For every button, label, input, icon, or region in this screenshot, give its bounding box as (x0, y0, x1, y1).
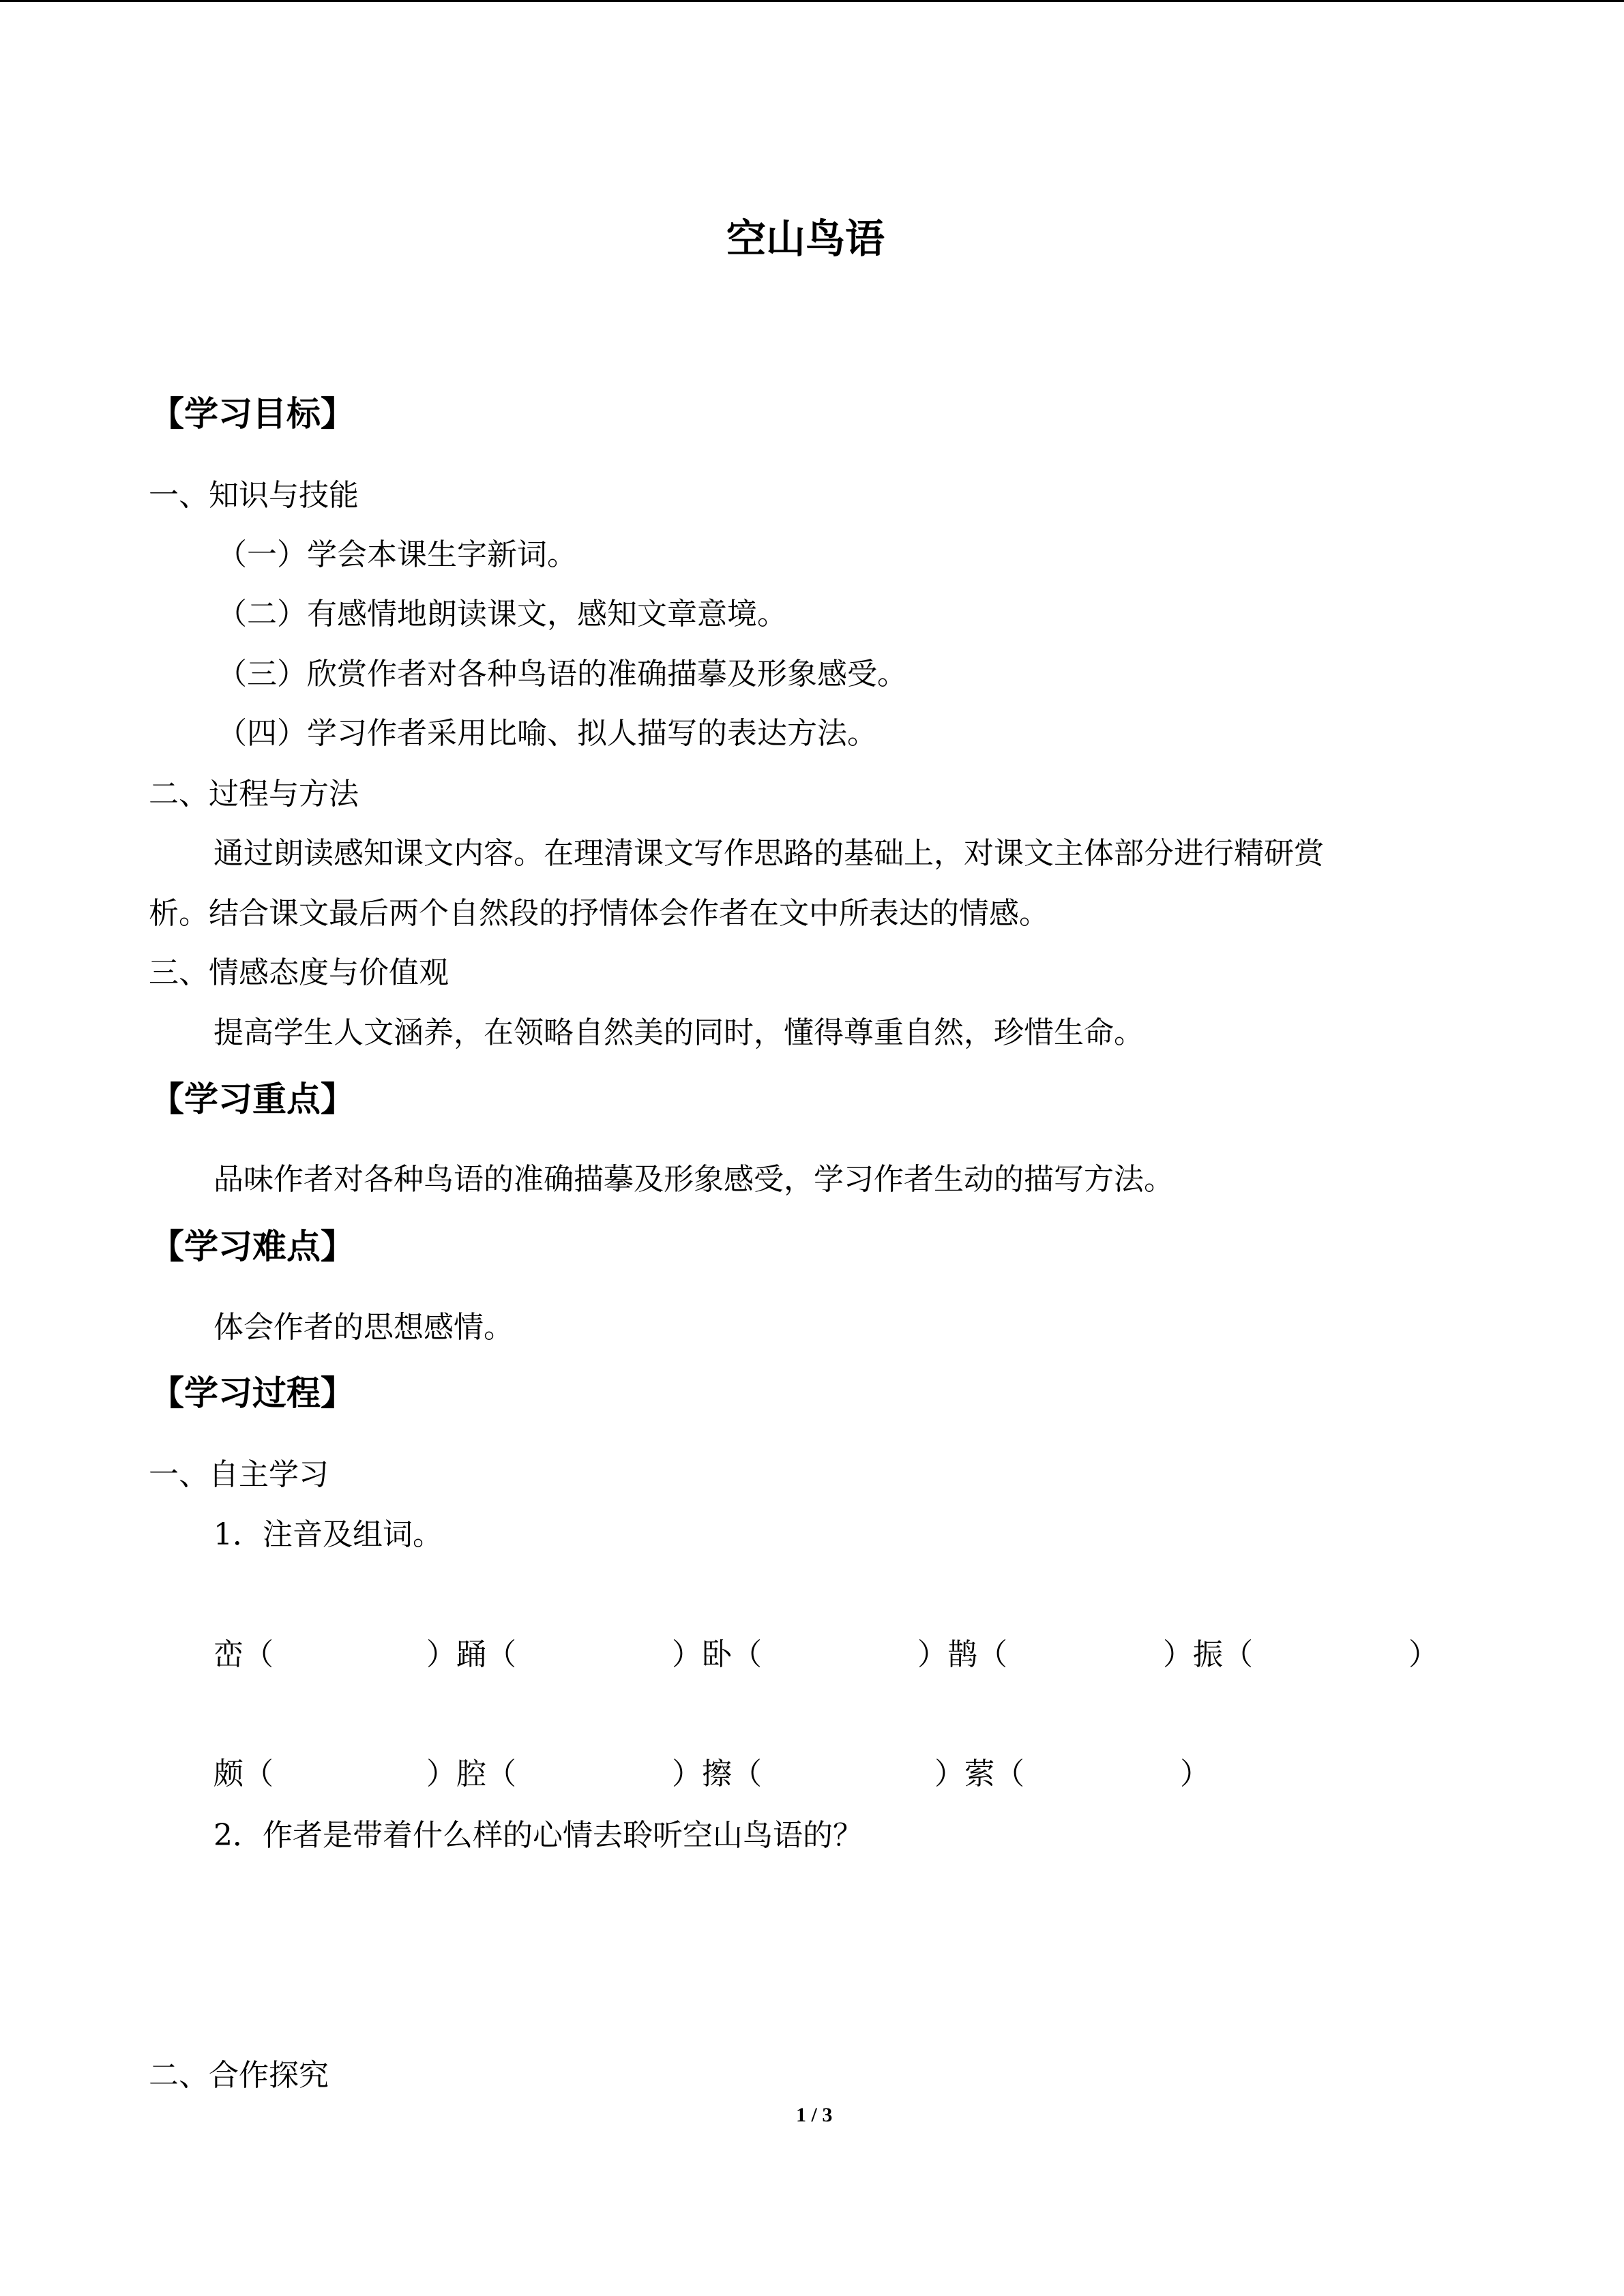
key-points-text: 品味作者对各种鸟语的准确描摹及形象感受，学习作者生动的描写方法。 (213, 1162, 1174, 1197)
pinyin-blank: ）鹊（ (917, 1637, 1007, 1672)
goal2-heading: 二、过程与方法 (149, 777, 359, 811)
cooperative-inquiry-heading: 二、合作探究 (149, 2058, 329, 2093)
page-number: 1 / 3 (796, 2104, 833, 2126)
goal1-item: （二）有感情地朗读课文，感知文章意境。 (217, 597, 787, 631)
pinyin-blank: ）振（ (1163, 1637, 1253, 1672)
pinyin-blank: ）踊（ (426, 1637, 516, 1672)
question-2: 2．作者是带着什么样的心情去聆听空山鸟语的？ (213, 1818, 863, 1853)
goal2-paragraph-line2: 析。结合课文最后两个自然段的抒情体会作者在文中所表达的情感。 (149, 896, 1049, 931)
page-title: 空山鸟语 (726, 215, 885, 262)
goal2-paragraph-line1: 通过朗读感知课文内容。在理清课文写作思路的基础上，对课文主体部分进行精研赏 (213, 836, 1324, 871)
pinyin-blank: ）腔（ (426, 1757, 516, 1791)
goal3-heading: 三、情感态度与价值观 (149, 955, 449, 990)
goal3-paragraph: 提高学生人文涵养，在领略自然美的同时，懂得尊重自然，珍惜生命。 (213, 1015, 1144, 1050)
self-study-heading: 一、自主学习 (149, 1457, 329, 1492)
goal1-item: （四）学习作者采用比喻、拟人描写的表达方法。 (217, 716, 877, 751)
goals-heading: 【学习目标】 (150, 393, 355, 434)
key-points-heading: 【学习重点】 (150, 1079, 355, 1119)
pinyin-blank: ） (1180, 1757, 1210, 1791)
question-1: 1．注音及组词。 (213, 1517, 443, 1552)
pinyin-blank: 峦（ (213, 1637, 274, 1672)
goal1-item: （三）欣赏作者对各种鸟语的准确描摹及形象感受。 (217, 657, 907, 691)
difficult-points-text: 体会作者的思想感情。 (213, 1310, 514, 1345)
process-heading: 【学习过程】 (150, 1373, 355, 1413)
pinyin-blank: 颇（ (213, 1757, 274, 1791)
pinyin-blank: ）萦（ (934, 1757, 1024, 1791)
pinyin-blank: ）卧（ (672, 1637, 762, 1672)
goal1-heading: 一、知识与技能 (149, 478, 359, 513)
pinyin-blank: ）擦（ (672, 1757, 762, 1791)
goal1-item: （一）学会本课生字新词。 (217, 537, 577, 572)
pinyin-blank: ） (1408, 1637, 1438, 1672)
difficult-points-heading: 【学习难点】 (150, 1226, 355, 1266)
